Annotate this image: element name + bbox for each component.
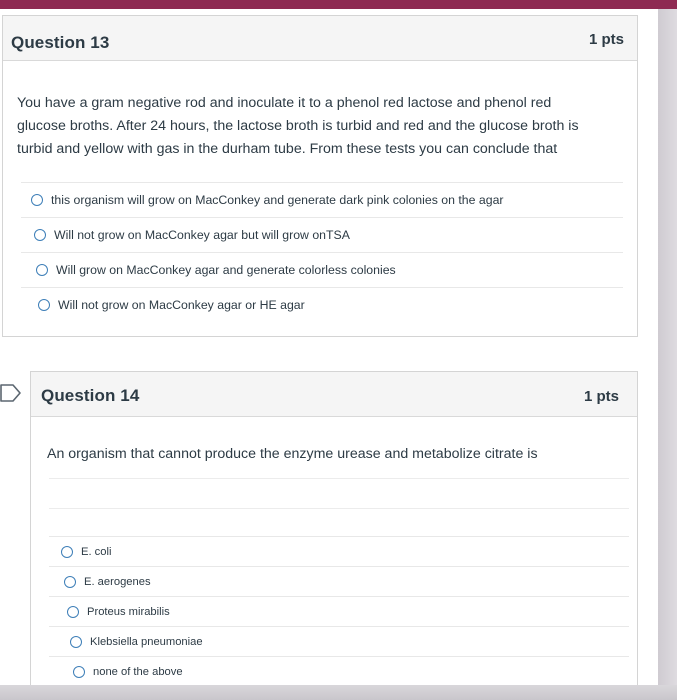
bookmark-flag-icon[interactable] <box>0 384 22 402</box>
answer-label: E. coli <box>81 545 112 558</box>
radio-button-icon[interactable] <box>70 636 82 648</box>
radio-button-icon[interactable] <box>64 576 76 588</box>
radio-button-icon[interactable] <box>61 546 73 558</box>
answer-option[interactable] <box>21 182 623 217</box>
answer-option[interactable] <box>49 536 629 566</box>
answer-label: Klebsiella pneumoniae <box>90 635 203 648</box>
browser-top-bar <box>0 0 677 9</box>
answer-option[interactable] <box>21 252 623 287</box>
answer-option[interactable] <box>49 626 629 656</box>
question-text: You have a gram negative rod and inoculate it to a phenol red lactose and phenol red glucose broths. After 24 hours, the lactose broth is turbid and red and the glucose broth is turbid and yellow with gas in the durham tube. From these tests you can conclude that <box>17 95 579 157</box>
radio-button-icon[interactable] <box>38 299 50 311</box>
window-edge <box>658 9 677 700</box>
divider <box>49 508 629 538</box>
answer-option[interactable] <box>49 566 629 596</box>
question-14-card <box>30 371 638 691</box>
question-title: Question 14 <box>41 386 140 405</box>
question-points: 1 pts <box>583 388 619 405</box>
answer-label: none of the above <box>93 665 183 678</box>
answer-option[interactable] <box>49 656 629 686</box>
answer-label: Will not grow on MacConkey agar but will grow onTSA <box>54 228 350 242</box>
radio-button-icon[interactable] <box>67 606 79 618</box>
question-points: 1 pts <box>588 31 624 48</box>
bottom-edge <box>0 685 677 700</box>
question-14-header <box>31 372 637 417</box>
radio-button-icon[interactable] <box>36 264 48 276</box>
question-title: Question 13 <box>11 33 110 52</box>
answer-label: Will grow on MacConkey agar and generate colorless colonies <box>56 263 396 277</box>
question-13-header <box>3 16 637 61</box>
divider <box>49 478 629 508</box>
radio-button-icon[interactable] <box>31 194 43 206</box>
answer-label: Proteus mirabilis <box>87 605 170 618</box>
answer-label: Will not grow on MacConkey agar or HE agar <box>58 298 305 312</box>
answer-option[interactable] <box>21 287 623 322</box>
answer-label: E. aerogenes <box>84 575 151 588</box>
answer-option[interactable] <box>49 596 629 626</box>
answer-list <box>49 536 629 686</box>
question-text: An organism that cannot produce the enzyme urease and metabolize citrate is <box>47 446 538 462</box>
radio-button-icon[interactable] <box>34 229 46 241</box>
question-13-card <box>2 15 638 337</box>
question-spacer <box>49 478 629 538</box>
answer-list <box>21 182 623 322</box>
answer-option[interactable] <box>21 217 623 252</box>
radio-button-icon[interactable] <box>73 666 85 678</box>
answer-label: this organism will grow on MacConkey and generate dark pink colonies on the agar <box>51 193 504 207</box>
